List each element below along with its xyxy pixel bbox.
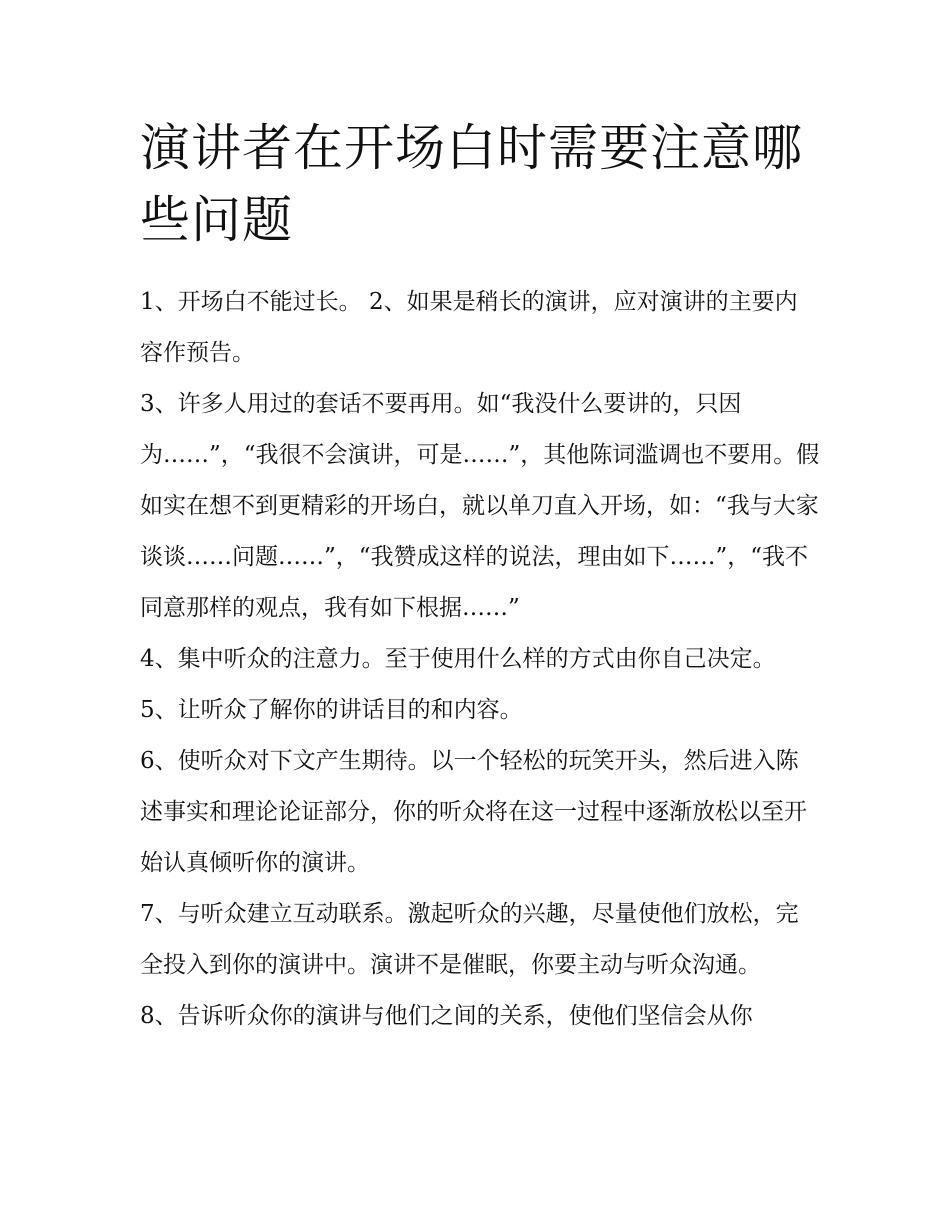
paragraph-4: 6、使听众对下文产生期待。以一个轻松的玩笑开头，然后进入陈述事实和理论论证部分，你的听众将在这一过程中逐渐放松以至开始认真倾听你的演讲。 [140, 748, 807, 876]
paragraph-2: 3、许多人用过的套话不要再用。如“我没什么要讲的，只因为……”，“我很不会演讲，可是……”，其他陈词滥调也不要用。假如实在想不到更精彩的开场白，就以单刀直入开场，如：“我与大家谈谈……问题……”，“我赞成这样的说法，理由如下……”，“我不同意那样的观点，我有如下根据……” [140, 391, 820, 621]
document-body [140, 277, 820, 1042]
paragraph-1: 1、开场白不能过长。 2、如果是稍长的演讲，应对演讲的主要内容作预告。 [140, 289, 798, 366]
paragraph-5: 7、与听众建立互动联系。激起听众的兴趣，尽量使他们放松，完全投入到你的演讲中。演讲不是催眠，你要主动与听众沟通。 [140, 901, 799, 978]
paragraph-3: 4、集中听众的注意力。至于使用什么样的方式由你自己决定。 5、让听众了解你的讲话目的和内容。 [140, 646, 776, 723]
paragraph-6: 8、告诉听众你的演讲与他们之间的关系，使他们坚信会从你 [140, 1003, 753, 1029]
document-title: 演讲者在开场白时需要注意哪些问题 [140, 119, 803, 249]
